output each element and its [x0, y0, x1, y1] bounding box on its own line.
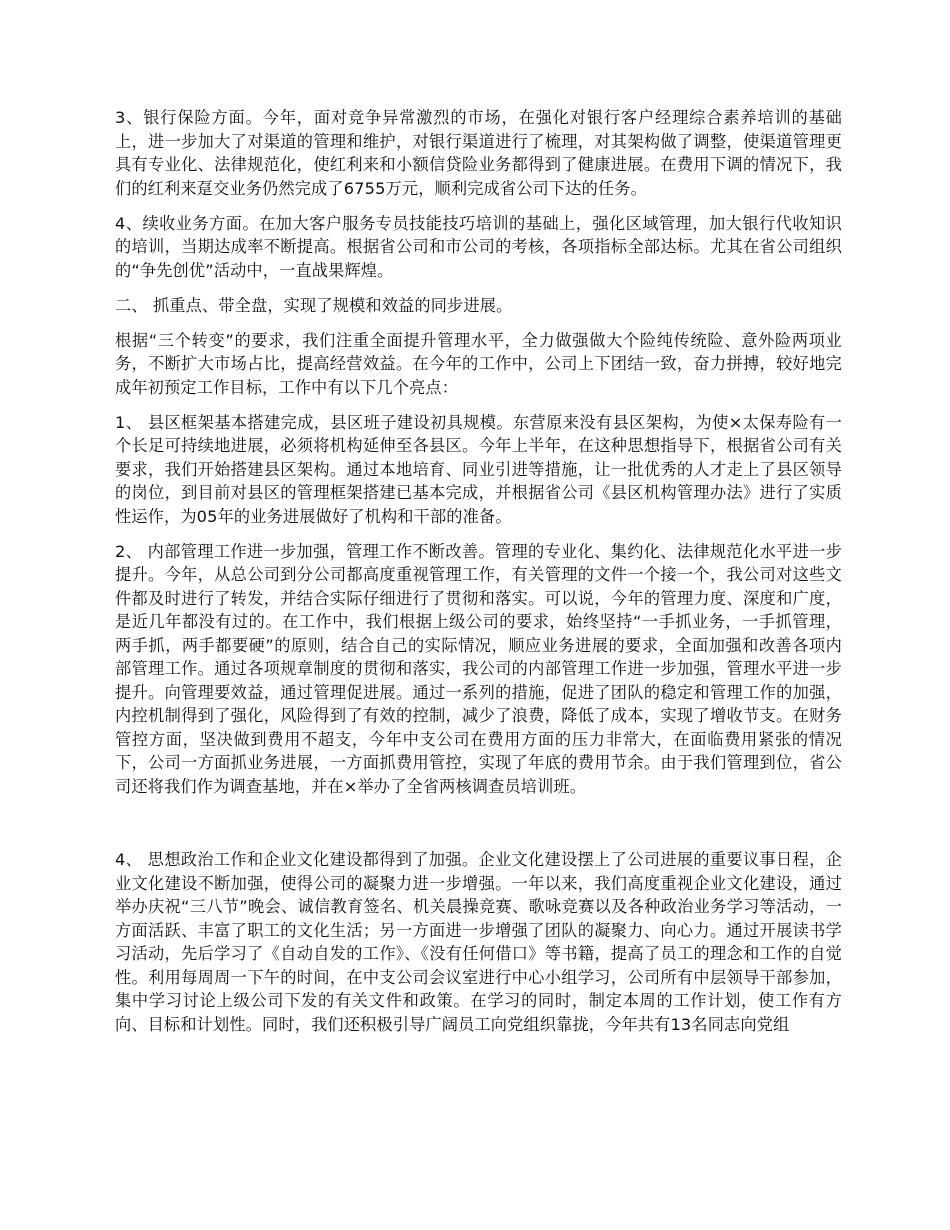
document-body [115, 106, 842, 1048]
paragraph-political-culture: 4、 思想政治工作和企业文化建设都得到了加强。企业文化建设摆上了公司进展的重要议事日程，企业文化建设不断加强，使得公司的凝聚力进一步增强。一年以来，我们高度重视企业文化建设，通过举办庆祝“三八节”晚会、诚信教育签名、机关晨操竞赛、歌咏竞赛以及各种政治业务学习等活动，一方面活跃、丰富了职工的文化生活；另一方面进一步增强了团队的凝聚力、向心力。通过开展读书学习活动，先后学习了《自动自发的工作》、《没有任何借口》等书籍，提高了员工的理念和工作的自觉性。利用每周周一下午的时间，在中支公司会议室进行中心小组学习，公司所有中层领导干部参加，集中学习讨论上级公司下发的有关文件和政策。在学习的同时，制定本周的工作计划，使工作有方向、目标和计划性。同时，我们还积极引导广阔员工向党组织靠拢，今年共有13名同志向党组 [115, 850, 842, 1034]
paragraph-renewal-business: 4、续收业务方面。在加大客户服务专员技能技巧培训的基础上，强化区域管理，加大银行代收知识的培训，当期达成率不断提高。根据省公司和市公司的考核，各项指标全部达标。尤其在省公司组织的“争先创优”活动中，一直战果辉煌。 [115, 213, 842, 280]
section-heading-2: 二、 抓重点、带全盘，实现了规模和效益的同步进展。 [115, 295, 513, 315]
paragraph-bank-insurance: 3、银行保险方面。今年，面对竞争异常激烈的市场，在强化对银行客户经理综合素养培训的基础上，进一步加大了对渠道的管理和维护，对银行渠道进行了梳理，对其架构做了调整，使渠道管理更具有专业化、法律规范化，使红利来和小额信贷险业务都得到了健康进展。在费用下调的情况下，我们的红利来趸交业务仍然完成了6755万元，顺利完成省公司下达的任务。 [115, 108, 842, 198]
paragraph-county-framework: 1、 县区框架基本搭建完成，县区班子建设初具规模。东营原来没有县区架构，为使×太保寿险有一个长足可持续地进展，必须将机构延伸至各县区。今年上半年，在这种思想指导下，根据省公司有关要求，我们开始搭建县区架构。通过本地培育、同业引进等措施，让一批优秀的人才走上了县区领导的岗位，到目前对县区的管理框架搭建已基本完成，并根据省公司《县区机构管理办法》进行了实质性运作，为05年的业务进展做好了机构和干部的准备。 [115, 412, 842, 526]
paragraph-three-transformations: 根据“三个转变”的要求，我们注重全面提升管理水平，全力做强做大个险纯传统险、意外险两项业务，不断扩大市场占比，提高经营效益。在今年的工作中，公司上下团结一致，奋力拼搏，较好地完成年初预定工作目标，工作中有以下几个亮点： [115, 330, 842, 397]
paragraph-internal-management: 2、 内部管理工作进一步加强，管理工作不断改善。管理的专业化、集约化、法律规范化水平进一步提升。今年，从总公司到分公司都高度重视管理工作，有关管理的文件一个接一个，我公司对这些文件都及时进行了转发，并结合实际仔细进行了贯彻和落实。可以说，今年的管理力度、深度和广度，是近几年都没有过的。在工作中，我们根据上级公司的要求，始终坚持“一手抓业务，一手抓管理，两手抓，两手都要硬”的原则，结合自己的实际情况，顺应业务进展的要求，全面加强和改善各项内部管理工作。通过各项规章制度的贯彻和落实，我公司的内部管理工作进一步加强，管理水平进一步提升。向管理要效益，通过管理促进展。通过一系列的措施，促进了团队的稳定和管理工作的加强，内控机制得到了强化，风险得到了有效的控制，减少了浪费，降低了成本，实现了增收节支。在财务管控方面，坚决做到费用不超支，今年中支公司在费用方面的压力非常大，在面临费用紧张的情况下，公司一方面抓业务进展，一方面抓费用管控，实现了年底的费用节余。由于我们管理到位，省公司还将我们作为调查基地，并在×举办了全省两核调查员培训班。 [115, 541, 842, 796]
